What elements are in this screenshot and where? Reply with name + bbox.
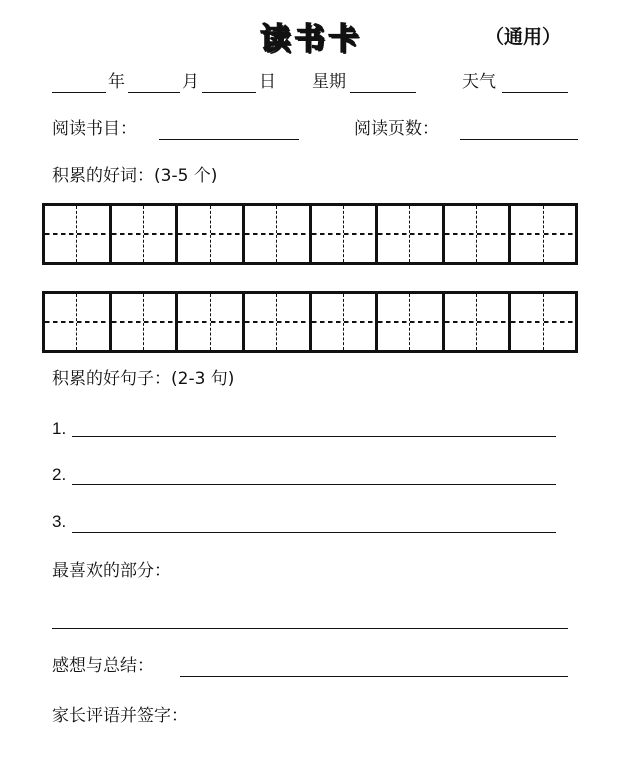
- weekday-field[interactable]: [350, 92, 416, 93]
- weather-label: 天气: [462, 72, 496, 92]
- word-cell[interactable]: [442, 294, 509, 350]
- word-cell[interactable]: [242, 206, 309, 262]
- sentence-number: 3.: [52, 512, 67, 531]
- word-cell[interactable]: [309, 294, 376, 350]
- year-field[interactable]: [52, 92, 106, 93]
- favorite-line[interactable]: [52, 628, 568, 629]
- pages-field[interactable]: [460, 139, 578, 140]
- word-cell[interactable]: [109, 206, 176, 262]
- word-cell[interactable]: [309, 206, 376, 262]
- word-cell[interactable]: [508, 206, 575, 262]
- sentence-number: 1.: [52, 419, 67, 438]
- sentence-line-2[interactable]: [72, 484, 556, 485]
- word-grid-row-1[interactable]: [42, 203, 578, 265]
- weekday-label: 星期: [312, 72, 346, 92]
- sentence-line-1[interactable]: [72, 436, 556, 437]
- word-cell[interactable]: [45, 294, 109, 350]
- word-cell[interactable]: [175, 206, 242, 262]
- sentences-label: 积累的好句子：(2-3 句): [52, 369, 235, 389]
- card-tag: （通用）: [484, 26, 561, 48]
- book-label: 阅读书目：: [52, 119, 137, 139]
- parent-label: 家长评语并签字：: [52, 706, 188, 726]
- book-field[interactable]: [159, 139, 299, 140]
- word-cell[interactable]: [375, 294, 442, 350]
- year-label: 年: [108, 72, 125, 92]
- word-cell[interactable]: [375, 206, 442, 262]
- word-cell[interactable]: [508, 294, 575, 350]
- word-cell[interactable]: [45, 206, 109, 262]
- reflection-label: 感想与总结：: [52, 656, 154, 676]
- reflection-line[interactable]: [180, 676, 568, 677]
- month-field[interactable]: [128, 92, 180, 93]
- words-label: 积累的好词：(3-5 个): [52, 166, 218, 186]
- word-grid-row-2[interactable]: [42, 291, 578, 353]
- pages-label: 阅读页数：: [354, 119, 439, 139]
- word-cell[interactable]: [442, 206, 509, 262]
- word-cell[interactable]: [242, 294, 309, 350]
- day-label: 日: [259, 72, 276, 92]
- favorite-label: 最喜欢的部分：: [52, 561, 171, 581]
- day-field[interactable]: [202, 92, 256, 93]
- word-cell[interactable]: [109, 294, 176, 350]
- month-label: 月: [182, 72, 199, 92]
- sentence-number: 2.: [52, 465, 67, 484]
- sentence-line-3[interactable]: [72, 532, 556, 533]
- card-title: 读书卡: [260, 22, 363, 57]
- weather-field[interactable]: [502, 92, 568, 93]
- word-cell[interactable]: [175, 294, 242, 350]
